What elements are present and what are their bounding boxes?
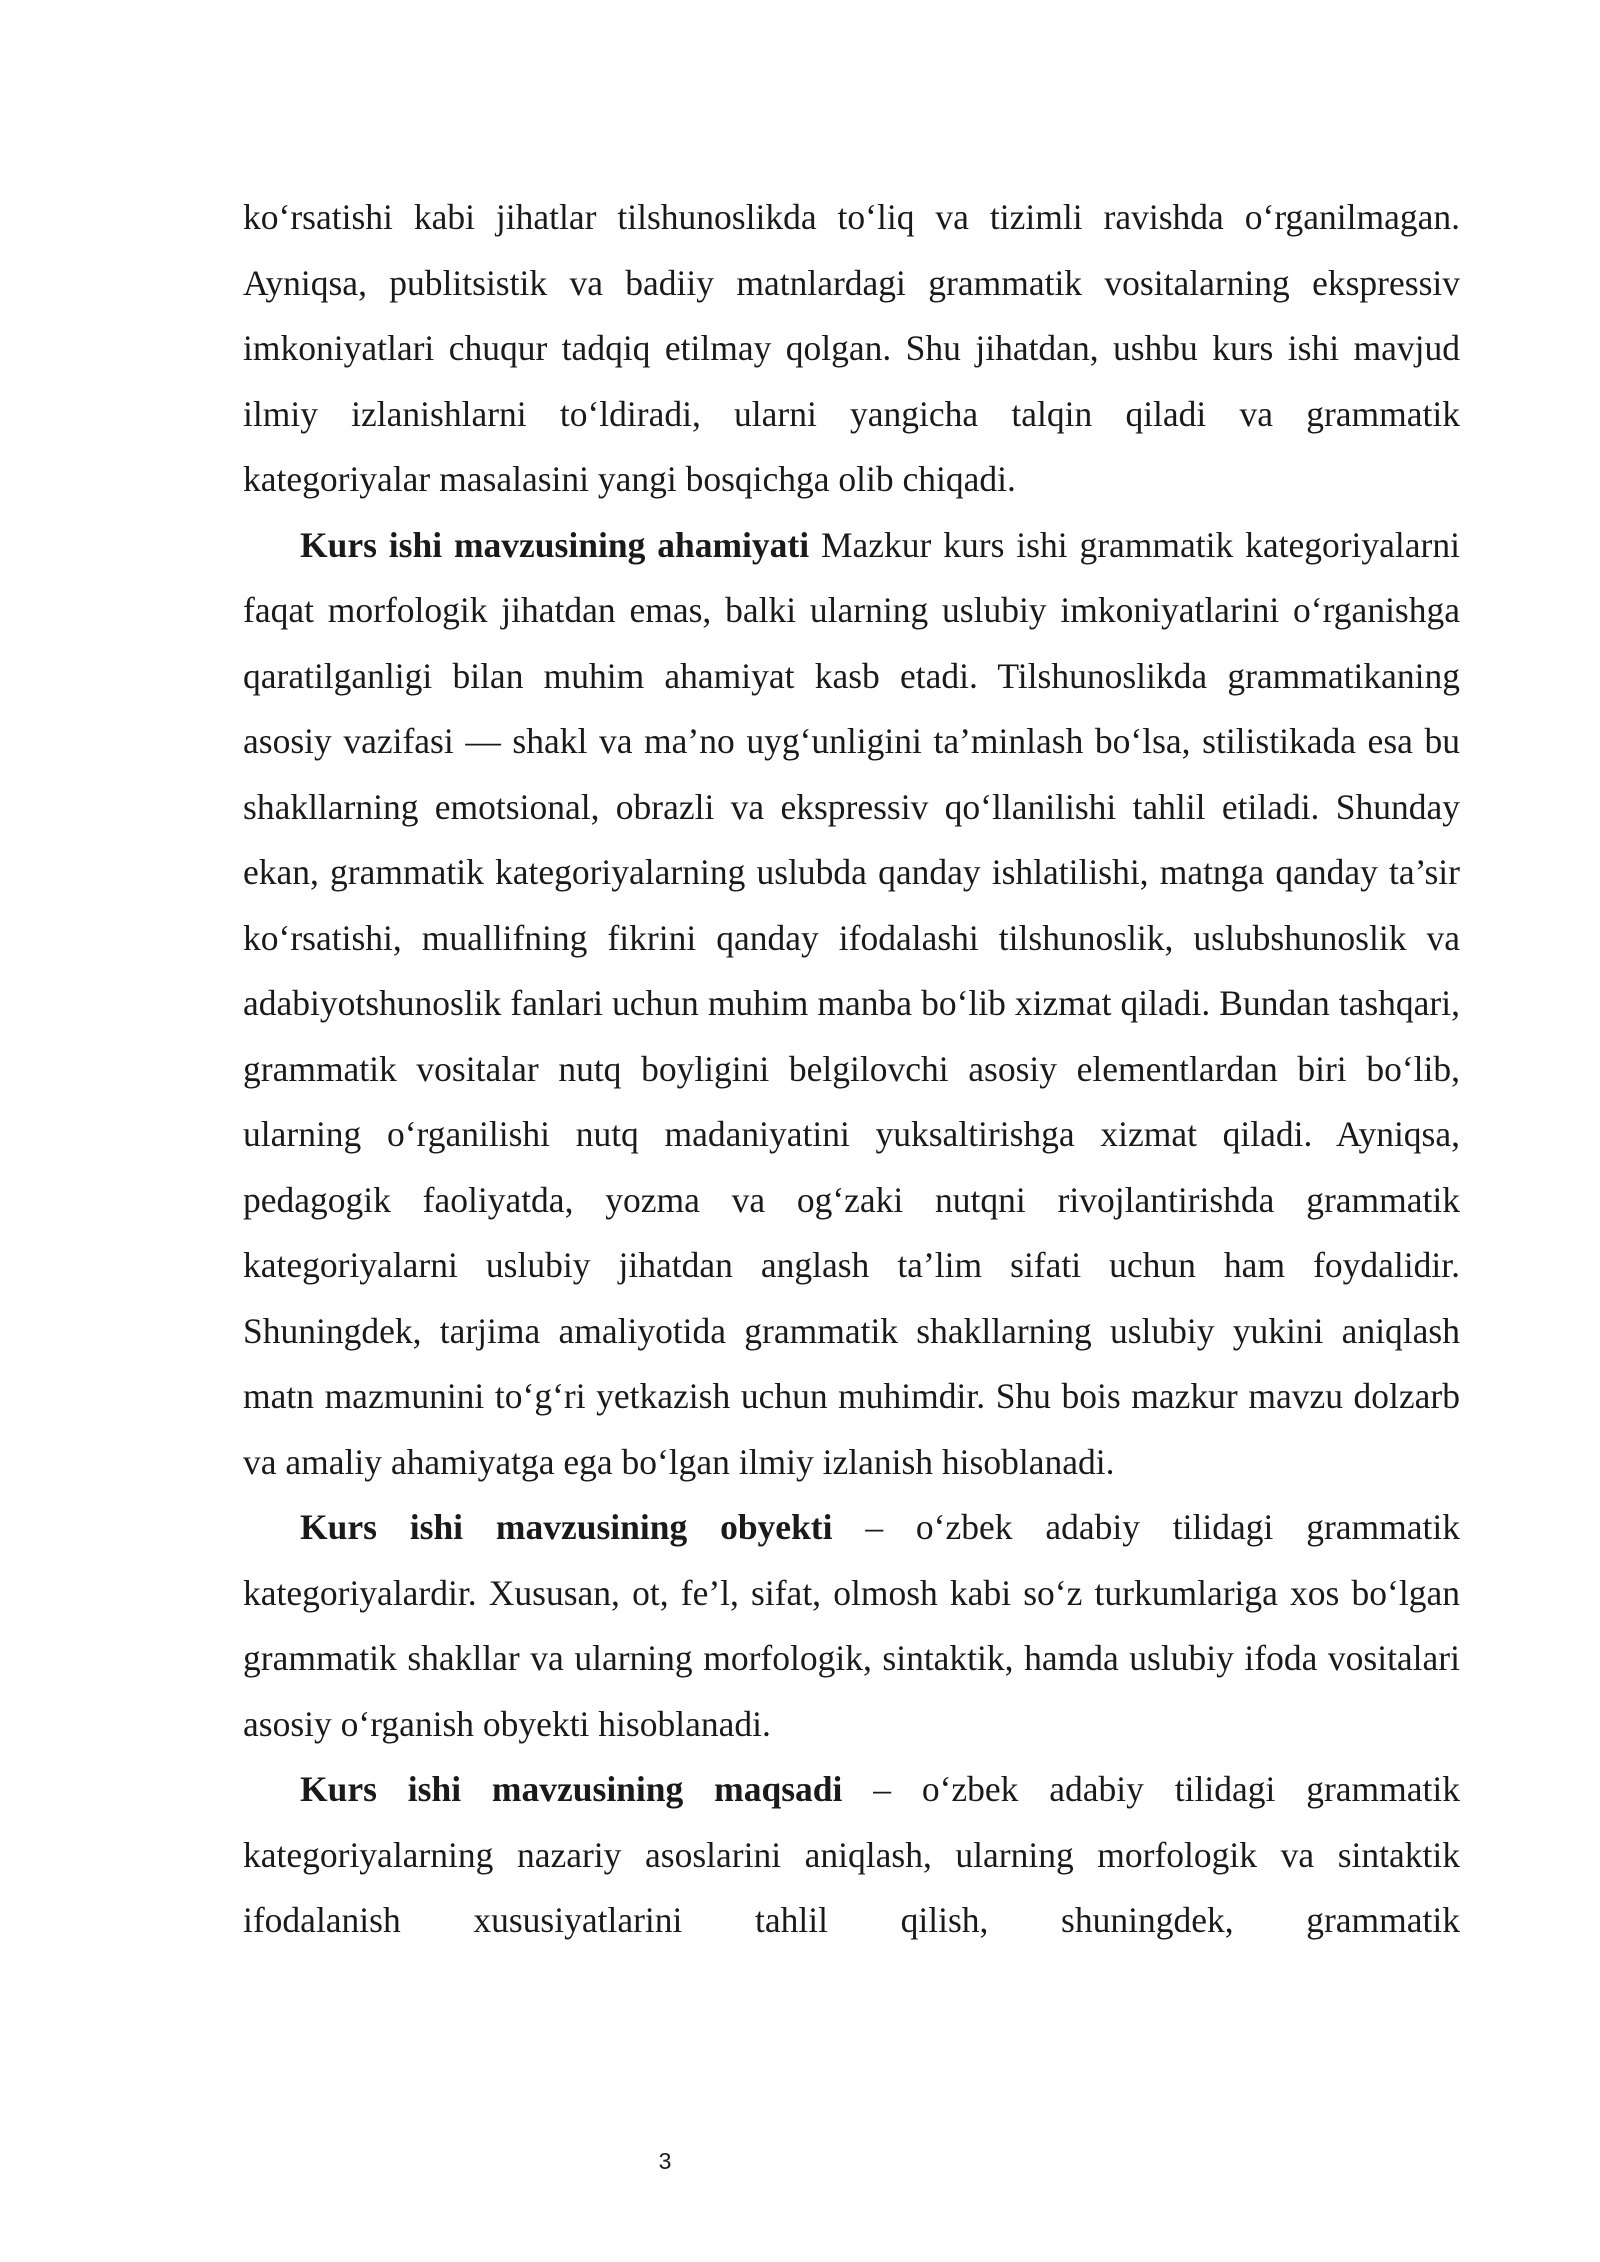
paragraph-ahamiyati-heading: Kurs ishi mavzusining ahamiyati	[300, 524, 810, 565]
paragraph-maqsadi-heading: Kurs ishi mavzusining maqsadi	[300, 1769, 843, 1809]
paragraph-obyekti-text: – o‘zbek adabiy tilidagi grammatik kategoriyalardir. Xususan, ot, fe’l, sifat, olmosh kabi so‘z turkumlariga xos bo‘lgan grammatik shakllar va ularning morfologik, sintaktik, hamda uslubiy ifoda vositalari asosiy o‘rganish obyekti hisoblanadi.	[243, 1507, 1460, 1744]
paragraph-obyekti-heading: Kurs ishi mavzusining obyekti	[300, 1507, 833, 1547]
paragraph-intro-text: ko‘rsatishi kabi jihatlar tilshunoslikda to‘liq va tizimli ravishda o‘rganilmagan. Ayniqsa, publitsistik va badiiy matnlardagi grammatik vositalarning ekspressiv imkoniyatlari chuqur tadqiq etilmay qolgan. Shu jihatdan, ushbu kurs ishi mavjud ilmiy izlanishlarni to‘ldiradi, ularni yangicha talqin qiladi va grammatik kategoriyalar masalasini yangi bosqichga olib chiqadi.	[243, 197, 1460, 499]
paragraph-obyekti	[243, 1495, 1460, 1757]
page-number: 3	[658, 2148, 672, 2174]
paragraph-ahamiyati	[243, 513, 1460, 1496]
paragraph-maqsadi-text: – o‘zbek adabiy tilidagi grammatik kategoriyalarning nazariy asoslarini aniqlash, ularning morfologik va sintaktik ifodalanish xususiyatlarini tahlil qilish, shuningdek, grammatik	[243, 1769, 1460, 1940]
paragraph-intro	[243, 185, 1460, 513]
document-page	[243, 185, 1460, 1954]
paragraph-maqsadi	[243, 1757, 1460, 1954]
paragraph-ahamiyati-text: Mazkur kurs ishi grammatik kategoriyalarni faqat morfologik jihatdan emas, balki ularning uslubiy imkoniyatlarini o‘rganishga qaratilganligi bilan muhim ahamiyat kasb etadi. Tilshunoslikda grammatikaning asosiy vazifasi — shakl va ma’no uyg‘unligini ta’minlash bo‘lsa, stilistikada esa bu shakllarning emotsional, obrazli va ekspressiv qo‘llanilishi tahlil etiladi. Shunday ekan, grammatik kategoriyalarning uslubda qanday ishlatilishi, matnga qanday ta’sir ko‘rsatishi, muallifning fikrini qanday ifodalashi tilshunoslik, uslubshunoslik va adabiyotshunoslik fanlari uchun muhim manba bo‘lib xizmat qiladi. Bundan tashqari, grammatik vositalar nutq boyligini belgilovchi asosiy elementlardan biri bo‘lib, ularning o‘rganilishi nutq madaniyatini yuksaltirishga xizmat qiladi. Ayniqsa, pedagogik faoliyatda, yozma va og‘zaki nutqni rivojlantirishda grammatik kategoriyalarni uslubiy jihatdan anglash ta’lim sifati uchun ham foydalidir. Shuningdek, tarjima amaliyotida grammatik shakllarning uslubiy yukini aniqlash matn mazmunini to‘g‘ri yetkazish uchun muhimdir. Shu bois mazkur mavzu dolzarb va amaliy ahamiyatga ega bo‘lgan ilmiy izlanish hisoblanadi.	[243, 524, 1460, 1482]
